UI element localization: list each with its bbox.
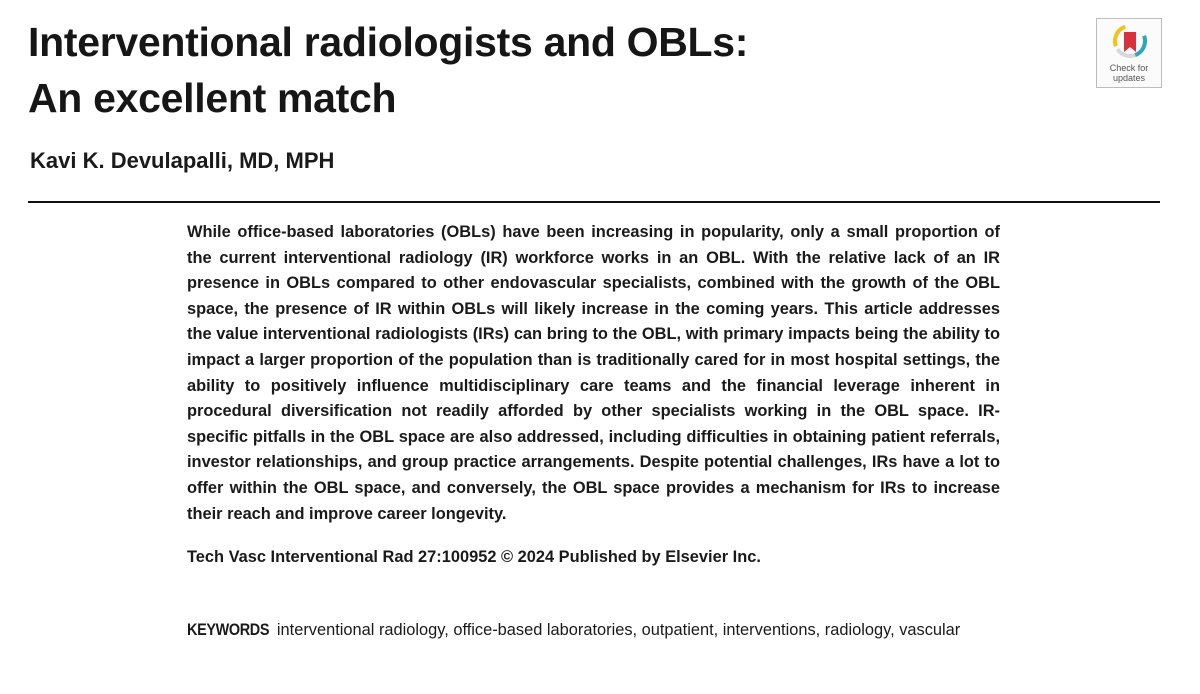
keywords-label: KEYWORDS — [187, 621, 270, 639]
article-title-line-2: An excellent match — [28, 75, 397, 121]
header-divider — [28, 201, 1160, 203]
author-byline: Kavi K. Devulapalli, MD, MPH — [30, 148, 335, 173]
check-for-updates-badge[interactable] — [1096, 18, 1162, 88]
check-for-updates-icon — [1113, 24, 1147, 60]
badge-label-line-1: Check for — [1109, 63, 1149, 73]
journal-citation: Tech Vasc Interventional Rad 27:100952 © 2024 Published by Elsevier Inc. — [187, 548, 761, 566]
abstract-paragraph: While office-based laboratories (OBLs) have been increasing in popularity, only a small proportion of the current interventional radiology (IR) workforce works in an OBL. With the relative lack of an IR presence in OBLs compared to other endovascular specialists, combined with the growth of the OBL space, the presence of IR within OBLs will likely increase in the coming years. This article addresses the value interventional radiologists (IRs) can bring to the OBL, with primary impacts being the ability to impact a larger proportion of the population than is traditionally cared for in most hospital settings, the ability to positively influence multidisciplinary care teams and the financial leverage inherent in procedural diversification not readily afforded by other specialists working in the OBL space. IR-specific pitfalls in the OBL space are also addressed, including difficulties in obtaining patient referrals, investor relationships, and group practice arrangements. Despite potential challenges, IRs have a lot to offer within the OBL space, and conversely, the OBL space provides a mechanism for IRs to increase their reach and improve career longevity. — [187, 223, 1000, 523]
keywords-section — [187, 618, 1000, 644]
article-title — [28, 14, 1068, 126]
article-title-line-1: Interventional radiologists and OBLs: — [28, 19, 749, 65]
badge-label-line-2: updates — [1112, 73, 1146, 83]
badge-label — [1097, 63, 1161, 83]
keywords-list: interventional radiology, office-based laboratories, outpatient, interventions, radiology, vascular — [276, 621, 961, 639]
